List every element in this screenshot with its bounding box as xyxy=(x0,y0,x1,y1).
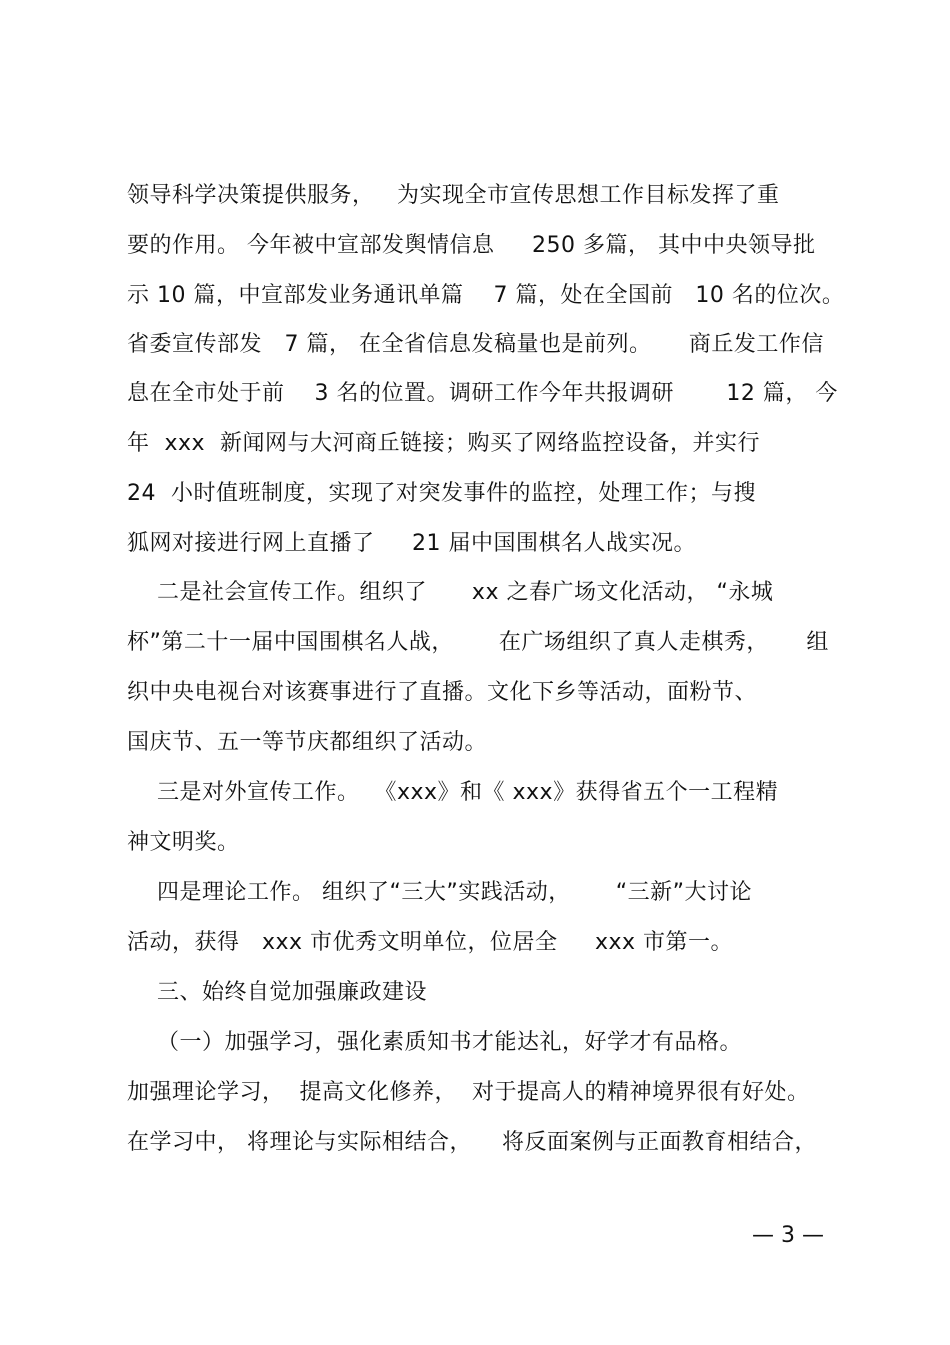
section-heading: 三、始终自觉加强廉政建设 xyxy=(127,980,427,1005)
body-line: 织中央电视台对该赛事进行了直播。文化下乡等活动，面粉节、 xyxy=(127,680,758,705)
body-line: 年 xxx 新闻网与大河商丘链接；购买了网络监控设备，并实行 xyxy=(127,431,761,456)
body-line: 24 小时值班制度，实现了对突发事件的监控，处理工作；与搜 xyxy=(127,481,756,506)
body-line: 在学习中， 将理论与实际相结合， 将反面案例与正面教育相结合， xyxy=(127,1130,817,1155)
body-line: 活动，获得 xxx 市优秀文明单位，位居全 xxx 市第一。 xyxy=(127,930,734,955)
body-line: 息在全市处于前 3 名的位置。调研工作今年共报调研 12 篇， 今 xyxy=(127,381,838,406)
page-number: — 3 — xyxy=(752,1223,824,1248)
subsection-heading: （一）加强学习，强化素质知书才能达礼，好学才有品格。 xyxy=(127,1030,742,1055)
body-line: 神文明奖。 xyxy=(127,830,240,855)
body-line: 要的作用。 今年被中宣部发舆情信息 250 多篇， 其中中央领导批 xyxy=(127,233,816,258)
body-line: 加强理论学习， 提高文化修养， 对于提高人的精神境界很有好处。 xyxy=(127,1080,810,1105)
body-line: 杯”第二十一届中国围棋名人战， 在广场组织了真人走棋秀， 组 xyxy=(127,630,829,655)
paragraph-social-publicity: 二是社会宣传工作。组织了 xx 之春广场文化活动， “永城 xyxy=(127,580,774,605)
paragraph-external-publicity: 三是对外宣传工作。 《xxx》和《 xxx》获得省五个一工程精 xyxy=(127,780,779,805)
body-line: 国庆节、五一等节庆都组织了活动。 xyxy=(127,730,488,755)
body-line: 狐网对接进行网上直播了 21 届中国围棋名人战实况。 xyxy=(127,531,696,556)
body-line: 省委宣传部发 7 篇， 在全省信息发稿量也是前列。 商丘发工作信 xyxy=(127,332,824,357)
body-line: 示 10 篇，中宣部发业务通讯单篇 7 篇，处在全国前 10 名的位次。 xyxy=(127,283,845,308)
paragraph-theory-work: 四是理论工作。 组织了“三大”实践活动， “三新”大讨论 xyxy=(127,880,753,905)
body-line: 领导科学决策提供服务， 为实现全市宣传思想工作目标发挥了重 xyxy=(127,183,780,208)
